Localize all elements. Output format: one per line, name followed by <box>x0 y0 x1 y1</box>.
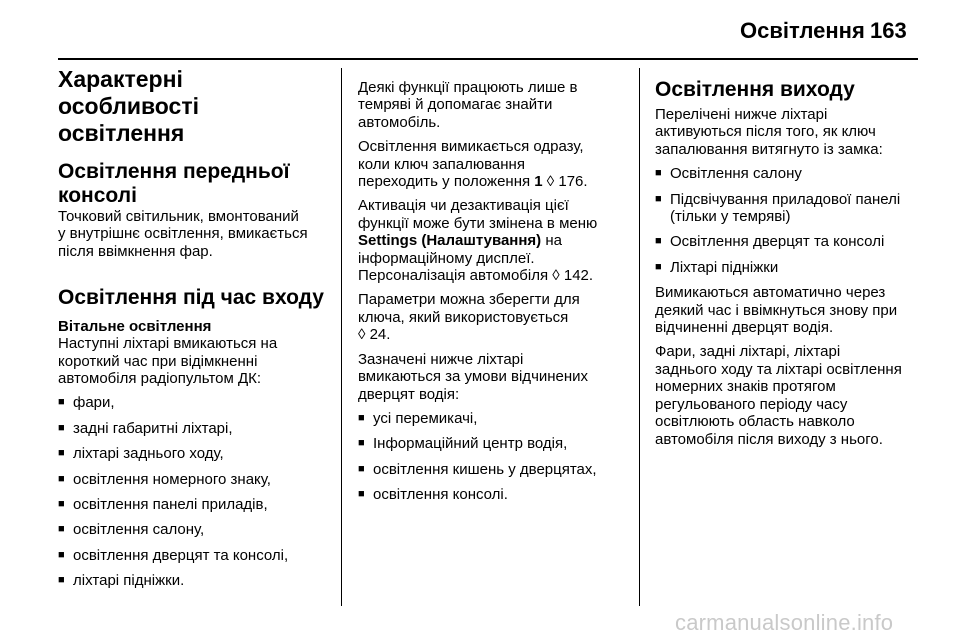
paragraph-door-lights: Зазначені нижче ліхтарі вмикаються за умови відчинених дверцят водія: <box>358 350 589 403</box>
bullet-icon: ■ <box>358 437 365 450</box>
section-heading-exit-lighting: Освітлення виходу <box>655 78 855 101</box>
list-item: ■ усі перемикачі, <box>358 409 478 427</box>
bullet-icon: ■ <box>655 235 662 248</box>
list-item: ■ освітлення номерного знаку, <box>58 470 271 488</box>
bullet-icon: ■ <box>58 421 65 434</box>
column-3 <box>655 78 923 455</box>
bullet-icon: ■ <box>655 167 662 180</box>
list-item: ■ задні габаритні ліхтарі, <box>58 419 233 437</box>
watermark-text: carmanualsonline.info <box>675 610 894 635</box>
running-header-title: Освітлення <box>740 18 865 43</box>
list-item: ■ фари, <box>58 394 115 412</box>
list-item: ■ Підсвічування приладової панелі (тільки у темряві) <box>655 190 901 226</box>
section-heading-entry-lighting: Освітлення під час входу <box>58 286 324 310</box>
column-divider-2 <box>639 68 640 606</box>
list-item: ■ освітлення панелі приладів, <box>58 496 268 514</box>
bullet-icon: ■ <box>58 523 65 536</box>
column-divider-1 <box>341 68 342 606</box>
list-item: ■ освітлення дверцят та консолі, <box>58 546 289 564</box>
paragraph-auto-off: Вимикаються автоматично через деякий час і ввімкнуться знову при відчиненні дверцят водія. <box>655 284 898 337</box>
section-heading-front-console: Освітлення передньої консолі <box>58 160 290 207</box>
door-lights-list <box>358 410 630 504</box>
section-heading-lighting-features: Характерні особливості освітлення <box>58 66 199 146</box>
list-item: ■ освітлення салону, <box>58 521 205 539</box>
bullet-icon: ■ <box>58 472 65 485</box>
list-item: ■ Освітлення салону <box>655 165 802 183</box>
paragraph-exit-headlights: Фари, задні ліхтарі, ліхтарі заднього ходу та ліхтарі освітлення номерних знаків протягом регульованого періоду часу освітлюють область навколо автомобіля після виходу з нього. <box>655 343 902 448</box>
front-console-text: Точковий світильник, вмонтований у внутрішнє освітлення, вмикається після ввімкнення фар. <box>58 208 308 260</box>
settings-menu-name: Settings (Налаштування) <box>358 232 542 250</box>
list-item: ■ освітлення кишень у дверцятах, <box>358 460 597 478</box>
bullet-icon: ■ <box>655 260 662 273</box>
welcome-lights-list <box>58 394 330 589</box>
bullet-icon: ■ <box>358 411 365 424</box>
bullet-icon: ■ <box>58 574 65 587</box>
paragraph-activation: Активація чи дезактивація цієї функції може бути змінена в меню Settings (Налаштування) на інформаційному дисплеї. Персоналізація автомобіля ◊ 142. <box>358 197 598 285</box>
bullet-icon: ■ <box>358 462 365 475</box>
list-item: ■ Ліхтарі підніжки <box>655 258 779 276</box>
bullet-icon: ■ <box>58 548 65 561</box>
column-1 <box>58 66 330 598</box>
page-number: 163 <box>870 18 907 43</box>
exit-lights-list <box>655 165 923 276</box>
column-2 <box>358 79 630 512</box>
list-item: ■ ліхтарі підніжки. <box>58 572 185 590</box>
subheading-welcome-lighting: Вітальне освітлення <box>58 318 212 336</box>
bullet-icon: ■ <box>655 192 662 205</box>
header-rule <box>58 58 918 60</box>
bullet-icon: ■ <box>58 396 65 409</box>
list-item: ■ освітлення консолі. <box>358 486 508 504</box>
list-item: ■ Інформаційний центр водія, <box>358 435 568 453</box>
list-item: ■ Освітлення дверцят та консолі <box>655 233 885 251</box>
paragraph-switch-off: Освітлення вимикається одразу, коли ключ запалювання переходить у положення 1 ◊ 176. <box>358 138 588 191</box>
ignition-position: 1 <box>534 173 543 191</box>
paragraph-dark-only: Деякі функції працюють лише в темряві й допомагає знайти автомобіль. <box>358 79 578 131</box>
welcome-text: Наступні ліхтарі вмикаються на короткий час при відімкненні автомобіля радіопультом ДК: <box>58 335 278 388</box>
bullet-icon: ■ <box>58 498 65 511</box>
exit-intro-text: Перелічені нижче ліхтарі активуються після того, як ключ запалювання витягнуто із замка: <box>655 106 883 158</box>
list-item: ■ ліхтарі заднього ходу, <box>58 445 224 463</box>
bullet-icon: ■ <box>58 447 65 460</box>
page-reference: ◊ 176. <box>542 173 588 191</box>
paragraph-key-settings: Параметри можна зберегти для ключа, який використовується ◊ 24. <box>358 291 580 344</box>
bullet-icon: ■ <box>358 488 365 501</box>
